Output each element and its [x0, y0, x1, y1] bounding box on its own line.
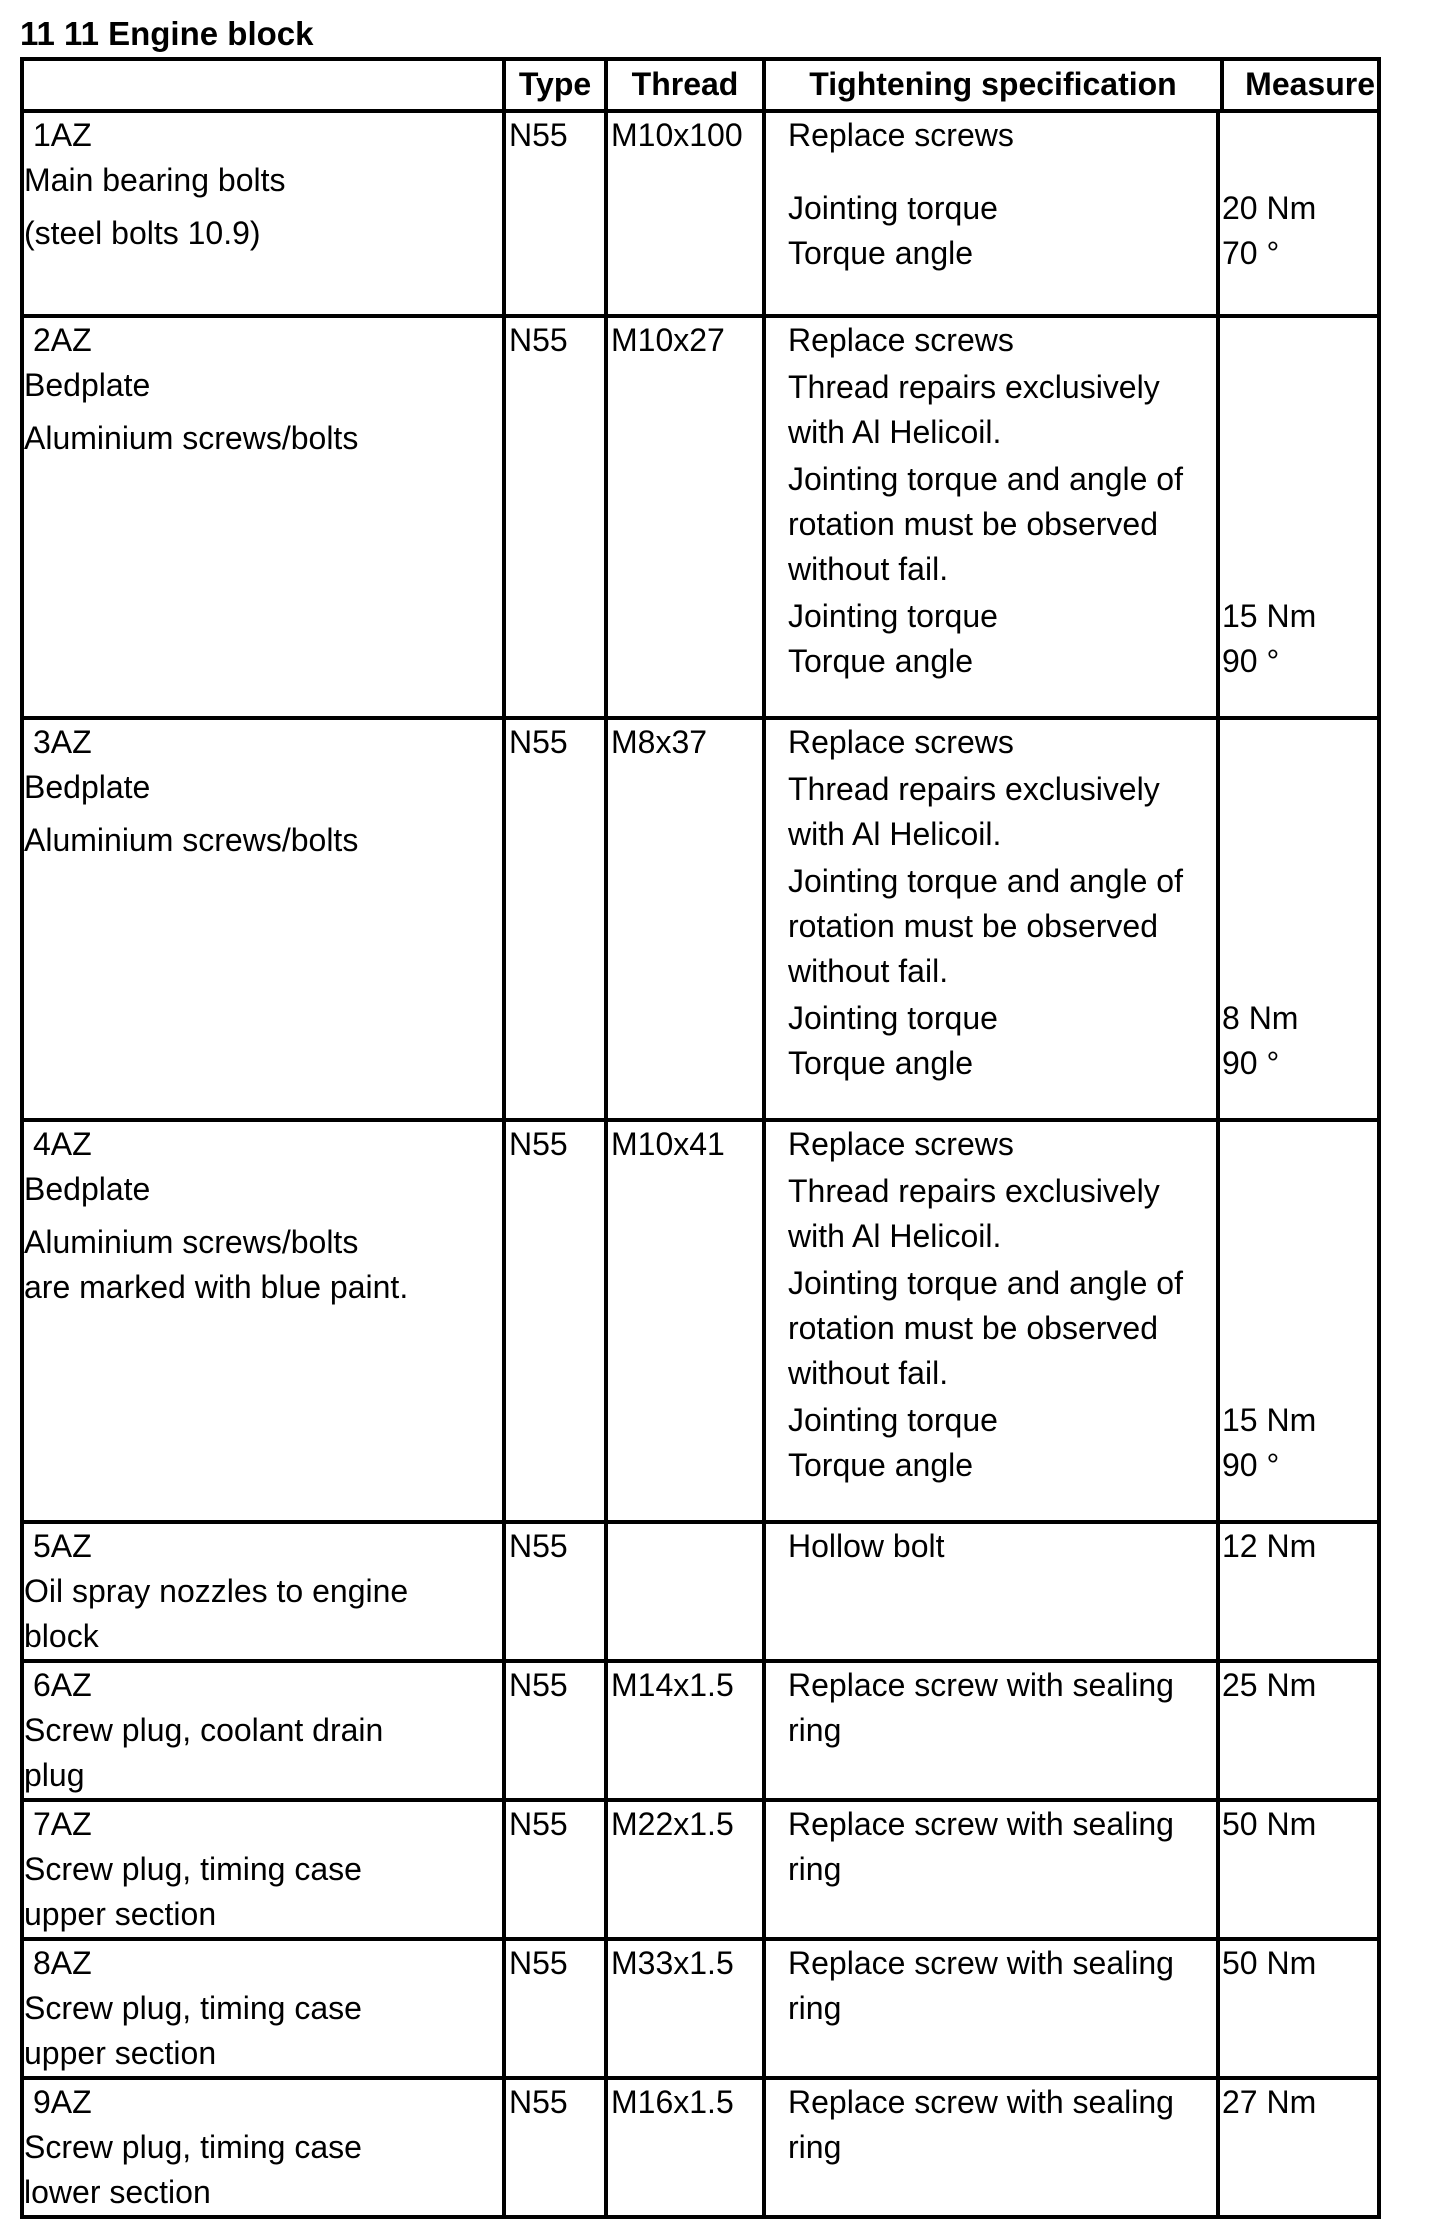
- column-divider: [1216, 113, 1220, 314]
- thread-cell: M10x41: [606, 1120, 764, 1522]
- header-type: Type: [504, 59, 606, 111]
- spec-line: [766, 1443, 1377, 1488]
- item-description-line: Oil spray nozzles to engine block: [24, 1573, 409, 1654]
- measure-value: 25 Nm: [1222, 1667, 1317, 1703]
- spec-line: [766, 365, 1377, 455]
- spec-text: Replace screws: [788, 724, 1014, 760]
- table-row: [22, 1661, 1379, 1800]
- item-cell: [22, 1522, 504, 1661]
- spec-line: [766, 1663, 1377, 1753]
- measure-value: [1217, 1169, 1377, 1259]
- spec-line: [766, 1122, 1377, 1167]
- spec-text: Jointing torque: [788, 1000, 998, 1036]
- table-row: [22, 2078, 1379, 2217]
- spec-text: Replace screws: [788, 117, 1014, 153]
- measure-value: [1217, 1122, 1377, 1167]
- spec-line: [766, 186, 1377, 231]
- item-description-line: Aluminium screws/bolts: [24, 822, 359, 858]
- spec-line: [766, 859, 1377, 994]
- spec-text: Jointing torque and angle of rotation must be observed without fail.: [788, 1265, 1183, 1391]
- measure-value: 15 Nm: [1222, 1402, 1317, 1438]
- item-cell: [22, 718, 504, 1120]
- measure-value: 90 °: [1222, 643, 1280, 679]
- item-ref: 3AZ: [33, 724, 92, 760]
- item-description: [24, 2125, 409, 2215]
- thread-cell: M33x1.5: [606, 1939, 764, 2078]
- type-cell: N55: [504, 1120, 606, 1522]
- measure-value: 70 °: [1222, 235, 1280, 271]
- spec-line: [766, 1524, 1377, 1569]
- spec-cell: [764, 1120, 1379, 1522]
- item-cell: [22, 1800, 504, 1939]
- spec-text: Jointing torque: [788, 190, 998, 226]
- measure-value: [1217, 1261, 1377, 1396]
- spec-line: [766, 1261, 1377, 1396]
- item-description-line: Screw plug, timing case upper section: [24, 1851, 362, 1932]
- spec-line: [766, 1802, 1377, 1892]
- spec-text: Torque angle: [788, 1447, 974, 1483]
- spec-cell: [764, 316, 1379, 718]
- measure-value: [1217, 767, 1377, 857]
- spec-line: [766, 318, 1377, 363]
- item-ref: 7AZ: [33, 1806, 92, 1842]
- type-cell: N55: [504, 316, 606, 718]
- table-header-row: [22, 59, 1379, 111]
- thread-cell: M14x1.5: [606, 1661, 764, 1800]
- item-description-line: Bedplate: [24, 367, 151, 403]
- item-description-line: (steel bolts 10.9): [24, 215, 261, 251]
- spec-line: [766, 1941, 1377, 2031]
- spec-line: [766, 113, 1377, 158]
- measure-value: [1217, 318, 1377, 363]
- item-cell: [22, 2078, 504, 2217]
- header-measure: Measure: [1222, 59, 1379, 111]
- item-ref: 9AZ: [33, 2084, 92, 2120]
- table-row: [22, 1522, 1379, 1661]
- spec-line: [766, 1169, 1377, 1259]
- spec-text: Replace screw with sealing ring: [788, 1945, 1174, 2026]
- measure-value: [1217, 457, 1377, 592]
- item-description: [24, 1847, 409, 1937]
- type-cell: N55: [504, 111, 606, 316]
- column-divider: [1216, 1663, 1220, 1798]
- type-cell: N55: [504, 2078, 606, 2217]
- measure-value: 27 Nm: [1222, 2084, 1317, 2120]
- item-description-line: Screw plug, timing case lower section: [24, 2129, 362, 2210]
- type-cell: N55: [504, 1522, 606, 1661]
- measure-value: 12 Nm: [1222, 1528, 1317, 1564]
- spec-line: [766, 639, 1377, 684]
- thread-cell: M10x27: [606, 316, 764, 718]
- measure-value: 90 °: [1222, 1447, 1280, 1483]
- header-spec: Tightening specification: [764, 59, 1222, 111]
- item-description-line: Screw plug, coolant drain plug: [24, 1712, 384, 1793]
- item-description: [24, 363, 409, 461]
- measure-value: [1217, 365, 1377, 455]
- spec-text: Replace screw with sealing ring: [788, 2084, 1174, 2165]
- item-ref: 2AZ: [33, 322, 92, 358]
- measure-value: [1217, 720, 1377, 765]
- item-description: [24, 1167, 409, 1310]
- table-row: [22, 1800, 1379, 1939]
- type-cell: N55: [504, 1800, 606, 1939]
- measure-value: 15 Nm: [1222, 598, 1317, 634]
- table-row: [22, 1120, 1379, 1522]
- spec-text: Jointing torque: [788, 598, 998, 634]
- spec-text: Torque angle: [788, 643, 974, 679]
- table-body: [22, 111, 1379, 2217]
- column-divider: [1216, 2080, 1220, 2215]
- spec-text: Replace screws: [788, 322, 1014, 358]
- table-row: [22, 111, 1379, 316]
- spec-cell: [764, 1661, 1379, 1800]
- item-description: [24, 1569, 409, 1659]
- thread-cell: [606, 1522, 764, 1661]
- column-divider: [1216, 1802, 1220, 1937]
- measure-value: [1217, 113, 1377, 158]
- spec-text: Hollow bolt: [788, 1528, 945, 1564]
- spec-text: Replace screw with sealing ring: [788, 1806, 1174, 1887]
- thread-cell: M22x1.5: [606, 1800, 764, 1939]
- item-cell: [22, 1939, 504, 2078]
- spec-text: Thread repairs exclusively with Al Helicoil.: [788, 1173, 1160, 1254]
- measure-value: 50 Nm: [1222, 1806, 1317, 1842]
- spec-text: Jointing torque and angle of rotation must be observed without fail.: [788, 461, 1183, 587]
- item-description-line: Bedplate: [24, 769, 151, 805]
- spec-cell: [764, 1939, 1379, 2078]
- spec-line: [766, 594, 1377, 639]
- spec-cell: [764, 111, 1379, 316]
- type-cell: N55: [504, 1661, 606, 1800]
- item-cell: [22, 1120, 504, 1522]
- spec-line: [766, 767, 1377, 857]
- header-item: [22, 59, 504, 111]
- item-ref: 5AZ: [33, 1528, 92, 1564]
- column-divider: [1216, 1524, 1220, 1659]
- spec-line: [766, 720, 1377, 765]
- item-description: [24, 158, 409, 256]
- spec-text: Thread repairs exclusively with Al Helicoil.: [788, 369, 1160, 450]
- type-cell: N55: [504, 718, 606, 1120]
- item-ref: 8AZ: [33, 1945, 92, 1981]
- spec-line: [766, 231, 1377, 276]
- spec-line: [766, 1398, 1377, 1443]
- column-divider: [1216, 1941, 1220, 2076]
- item-description: [24, 1986, 409, 2076]
- spec-cell: [764, 2078, 1379, 2217]
- spec-text: Torque angle: [788, 1045, 974, 1081]
- spec-line: [766, 1041, 1377, 1086]
- spec-text: Jointing torque: [788, 1402, 998, 1438]
- thread-cell: M16x1.5: [606, 2078, 764, 2217]
- item-cell: [22, 316, 504, 718]
- item-cell: [22, 1661, 504, 1800]
- item-description-line: Bedplate: [24, 1171, 151, 1207]
- item-description-line: Aluminium screws/bolts are marked with blue paint.: [24, 1224, 409, 1305]
- spec-text: Torque angle: [788, 235, 974, 271]
- spec-text: Thread repairs exclusively with Al Helicoil.: [788, 771, 1160, 852]
- item-cell: [22, 111, 504, 316]
- type-cell: N55: [504, 1939, 606, 2078]
- column-divider: [1216, 1122, 1220, 1520]
- item-description: [24, 765, 409, 863]
- spec-line: [766, 457, 1377, 592]
- thread-cell: M8x37: [606, 718, 764, 1120]
- measure-value: 20 Nm: [1222, 190, 1317, 226]
- table-row: [22, 316, 1379, 718]
- thread-cell: M10x100: [606, 111, 764, 316]
- item-description-line: Screw plug, timing case upper section: [24, 1990, 362, 2071]
- header-thread: Thread: [606, 59, 764, 111]
- spec-text: Jointing torque and angle of rotation must be observed without fail.: [788, 863, 1183, 989]
- tightening-spec-table: [20, 57, 1381, 2219]
- item-ref: 4AZ: [33, 1126, 92, 1162]
- measure-value: [1217, 859, 1377, 994]
- table-row: [22, 718, 1379, 1120]
- spec-text: Replace screw with sealing ring: [788, 1667, 1174, 1748]
- table-row: [22, 1939, 1379, 2078]
- item-ref: 6AZ: [33, 1667, 92, 1703]
- column-divider: [1216, 318, 1220, 716]
- spec-cell: [764, 1522, 1379, 1661]
- spec-cell: [764, 1800, 1379, 1939]
- item-description: [24, 1708, 409, 1798]
- spec-line: [766, 2080, 1377, 2170]
- item-ref: 1AZ: [33, 117, 92, 153]
- item-description-line: Main bearing bolts: [24, 162, 286, 198]
- measure-value: 50 Nm: [1222, 1945, 1317, 1981]
- spec-text: Replace screws: [788, 1126, 1014, 1162]
- spec-cell: [764, 718, 1379, 1120]
- item-description-line: Aluminium screws/bolts: [24, 420, 359, 456]
- measure-value: 90 °: [1222, 1045, 1280, 1081]
- page-title: 11 11 Engine block: [20, 15, 314, 52]
- measure-value: 8 Nm: [1222, 1000, 1299, 1036]
- spec-line: [766, 996, 1377, 1041]
- column-divider: [1216, 720, 1220, 1118]
